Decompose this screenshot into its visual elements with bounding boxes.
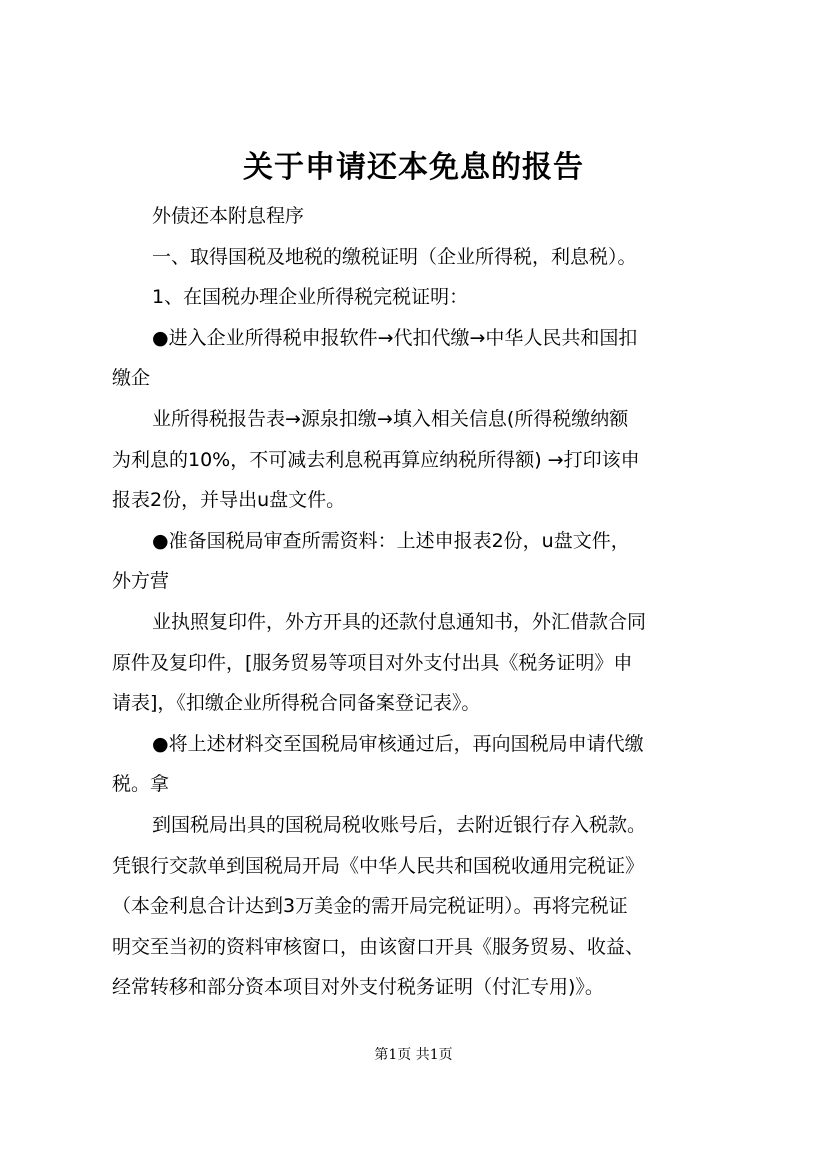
document-body	[112, 196, 732, 1008]
body-line: ●将上述材料交至国税局审核通过后，再向国税局申请代缴	[152, 732, 644, 755]
body-line: 业执照复印件，外方开具的还款付息通知书，外汇借款合同	[152, 610, 647, 633]
body-line: 外方营	[112, 570, 170, 593]
body-line: 凭银行交款单到国税局开局《中华人民共和国税收通用完税证》	[112, 854, 645, 877]
body-line: 外债还本附息程序	[152, 205, 305, 227]
body-line: 缴企	[112, 367, 151, 390]
body-line: （本金利息合计达到3万美金的需开局完税证明）。再将完税证	[112, 895, 628, 918]
body-line: 明交至当初的资料审核窗口，由该窗口开具《服务贸易、收益、	[112, 935, 645, 958]
body-line: 请表]，《扣缴企业所得税合同备案登记表》。	[112, 692, 481, 715]
page-number-footer: 第1页 共1页	[374, 1047, 453, 1063]
body-line: 经常转移和部分资本项目对外支付税务证明（付汇专用)》。	[112, 976, 604, 999]
document-title: 关于申请还本免息的报告	[243, 150, 584, 185]
body-line: ●进入企业所得税申报软件→代扣代缴→中华人民共和国扣	[152, 326, 638, 349]
body-line: 业所得税报告表→源泉扣缴→填入相关信息(所得税缴纳额	[152, 407, 629, 430]
body-line: 税。拿	[112, 773, 170, 796]
body-line: 为利息的10%，不可减去利息税再算应纳税所得额) →打印该申	[112, 448, 640, 471]
body-line: 到国税局出具的国税局税收账号后，去附近银行存入税款。	[152, 813, 647, 836]
body-line: 1、在国税办理企业所得税完税证明：	[152, 286, 469, 309]
body-line: 报表2份，并导出u盘文件。	[112, 489, 346, 512]
body-line: 原件及复印件，[服务贸易等项目对外支付出具《税务证明》申	[112, 651, 633, 674]
body-line: 一、取得国税及地税的缴税证明（企业所得税，利息税）。	[152, 245, 637, 268]
body-line: ●准备国税局审查所需资料：上述申报表2份，u盘文件，	[152, 529, 630, 552]
